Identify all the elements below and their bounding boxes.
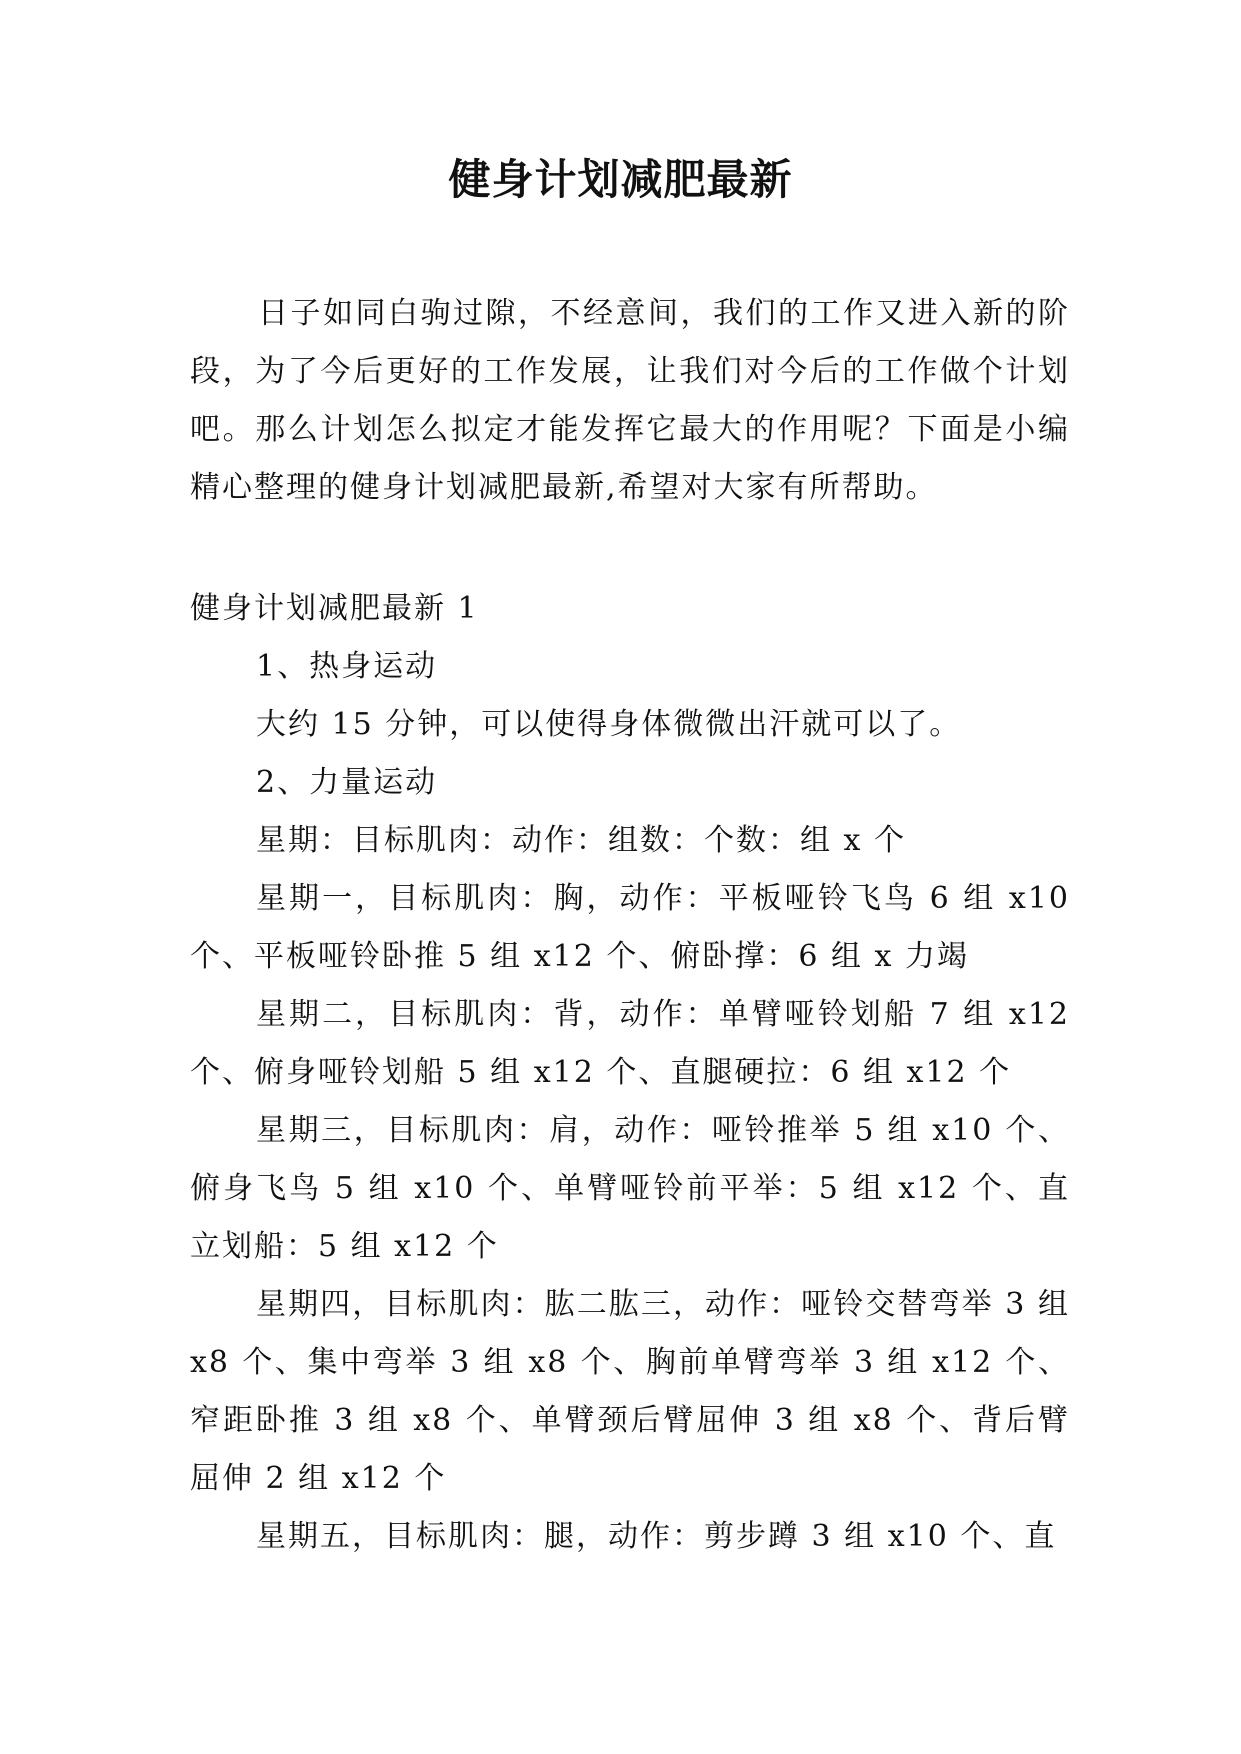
body-paragraph: 星期三，目标肌肉：肩，动作：哑铃推举 5 组 x10 个、俯身飞鸟 5 组 x10 个、单臂哑铃前平举：5 组 x12 个、直立划船：5 组 x12 个 <box>190 1113 1070 1264</box>
document-title: 健身计划减肥最新 <box>448 155 793 204</box>
body-paragraph: 大约 15 分钟，可以使得身体微微出汗就可以了。 <box>256 707 962 742</box>
body-paragraph: 星期：目标肌肉：动作：组数：个数：组 x 个 <box>256 823 906 858</box>
body-paragraph: 星期一，目标肌肉：胸，动作：平板哑铃飞鸟 6 组 x10 个、平板哑铃卧推 5 组 x12 个、俯卧撑：6 组 x 力竭 <box>190 881 1070 974</box>
body-paragraph: 2、力量运动 <box>256 765 438 800</box>
body-paragraph: 星期二，目标肌肉：背，动作：单臂哑铃划船 7 组 x12 个、俯身哑铃划船 5 组 x12 个、直腿硬拉：6 组 x12 个 <box>190 997 1070 1090</box>
body-paragraph: 星期四，目标肌肉：肱二肱三，动作：哑铃交替弯举 3 组 x8 个、集中弯举 3 组 x8 个、胸前单臂弯举 3 组 x12 个、窄距卧推 3 组 x8 个、单臂颈后臂屈伸 3 组 x8 个、背后臂屈伸 2 组 x12 个 <box>190 1287 1070 1496</box>
intro-paragraph: 日子如同白驹过隙，不经意间，我们的工作又进入新的阶段，为了今后更好的工作发展，让我们对今后的工作做个计划吧。那么计划怎么拟定才能发挥它最大的作用呢？下面是小编精心整理的健身计划减肥最新,希望对大家有所帮助。 <box>190 296 1070 505</box>
body-paragraph: 1、热身运动 <box>256 649 438 684</box>
body-paragraph: 星期五，目标肌肉：腿，动作：剪步蹲 3 组 x10 个、直 <box>256 1519 1057 1554</box>
section-heading: 健身计划减肥最新 1 <box>190 591 479 626</box>
document-body <box>190 580 1070 1566</box>
